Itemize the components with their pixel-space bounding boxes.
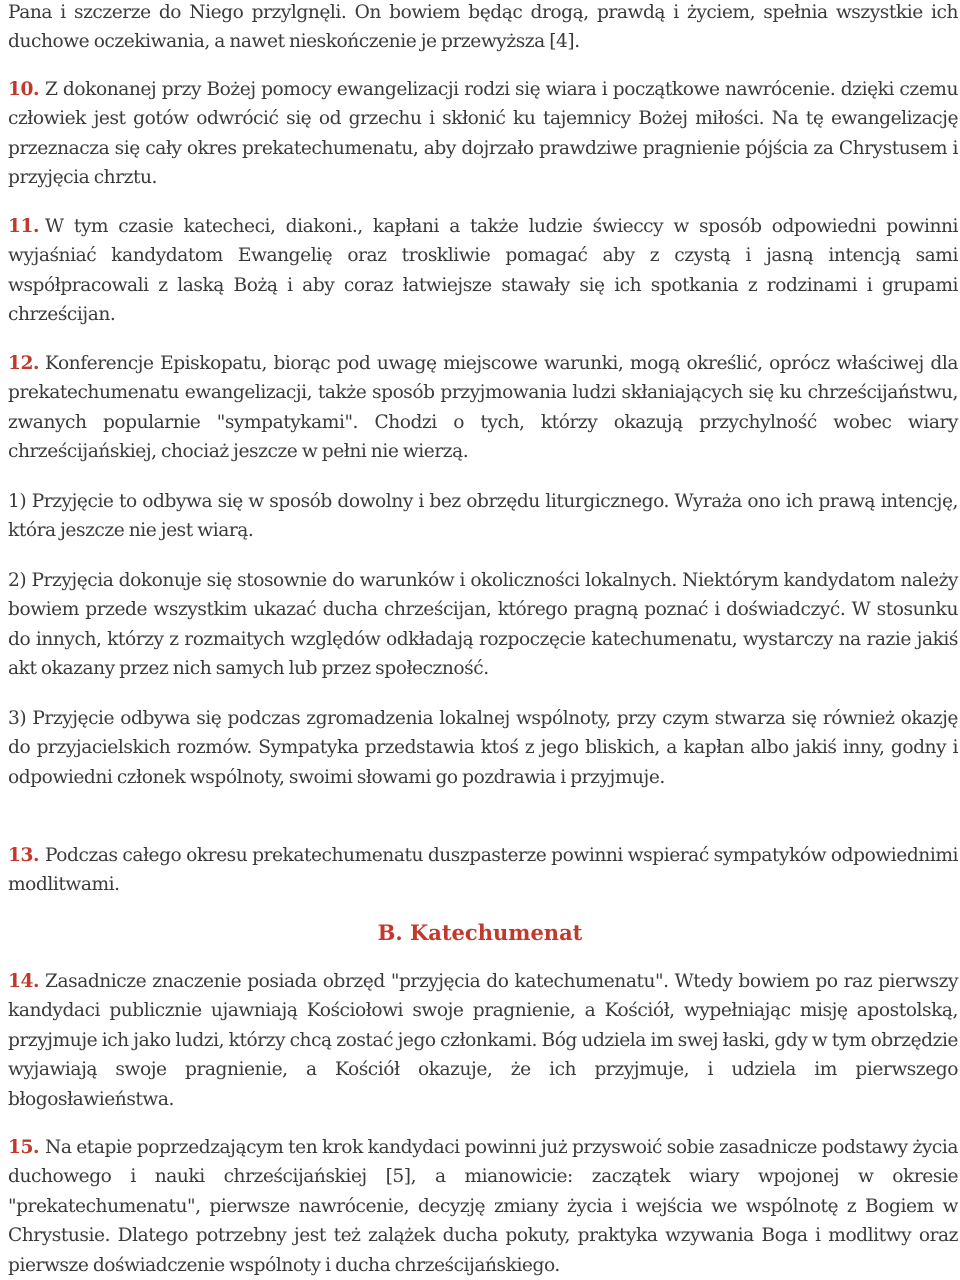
- paragraph-text: Podczas całego okresu prekatechumenatu duszpasterze powinni wspierać sympatyków odpowiednimi modlitwami.: [8, 845, 958, 896]
- paragraph-number: 15.: [8, 1137, 39, 1158]
- paragraph-number: 11.: [8, 216, 39, 237]
- paragraph-text: Pana i szczerze do Niego przylgnęli. On bowiem będąc drogą, prawdą i życiem, spełnia wszystkie ich duchowe oczekiwania, a nawet nieskończenie je przewyższa [4].: [8, 2, 958, 53]
- paragraph-12-item-1: [8, 487, 958, 546]
- paragraph-11: [8, 212, 958, 330]
- paragraph-number: 10.: [8, 79, 39, 100]
- paragraph-number: 14.: [8, 971, 39, 992]
- paragraph-text: 3) Przyjęcie odbywa się podczas zgromadzenia lokalnej wspólnoty, przy czym stwarza się również okazję do przyjacielskich rozmów. Sympatyka przedstawia ktoś z jego bliskich, a kapłan albo jakiś inny, godny i odpowiedni członek wspólnoty, swoimi słowami go pozdrawia i przyjmuje.: [8, 708, 958, 788]
- paragraph-text: Na etapie poprzedzającym ten krok kandydaci powinni już przyswoić sobie zasadnicze podstawy życia duchowego i nauki chrześcijańskiej [5], a mianowicie: zaczątek wiary wpojonej w okresie "prekatechumenatu", pierwsze nawrócenie, decyzję zmiany życia i wejścia we wspólnotę z Bogiem w Chrystusie. Dlatego potrzebny jest też zalążek ducha pokuty, praktyka wzywania Boga i modlitwy oraz pierwsze doświadczenie wspólnoty i ducha chrześcijańskiego.: [8, 1137, 958, 1276]
- paragraph-15: [8, 1133, 958, 1280]
- paragraph-text: W tym czasie katecheci, diakoni., kapłani a także ludzie świeccy w sposób odpowiedni powinni wyjaśniać kandydatom Ewangelię oraz troskliwie pomagać aby z czystą i jasną intencją sami współpracowali z laską Bożą i aby coraz łatwiejsze stawały się ich spotkania z rodzinami i grupami chrześcijan.: [8, 216, 958, 326]
- section-heading: B. Katechumenat: [377, 920, 583, 945]
- paragraph-12: [8, 349, 958, 467]
- paragraph-14: [8, 967, 958, 1114]
- paragraph-text: 2) Przyjęcia dokonuje się stosownie do warunków i okoliczności lokalnych. Niektórym kandydatom należy bowiem przede wszystkim ukazać ducha chrześcijan, którego pragną poznać i doświadczyć. W stosunku do innych, którzy z rozmaitych względów odkładają rozpoczęcie katechumenatu, wystarczy na razie jakiś akt okazany przez nich samych lub przez społeczność.: [8, 570, 958, 680]
- paragraph-text: Zasadnicze znaczenie posiada obrzęd "przyjęcia do katechumenatu". Wtedy bowiem po raz pierwszy kandydaci publicznie ujawniają Kościołowi swoje pragnienie, a Kościół, wypełniając misję apostolską, przyjmuje ich jako ludzi, którzy chcą zostać jego członkami. Bóg udziela im swej łaski, gdy w tym obrzędzie wyjawiają swoje pragnienie, a Kościół okazuje, że ich przyjmuje, i udziela im pierwszego błogosławieństwa.: [8, 971, 958, 1110]
- paragraph-text: Z dokonanej przy Bożej pomocy ewangelizacji rodzi się wiara i początkowe nawrócenie. dzięki czemu człowiek jest gotów odwrócić się od grzechu i skłonić ku tajemnicy Bożej miłości. Na tę ewangelizację przeznacza się cały okres prekatechumenatu, aby dojrzało prawdziwe pragnienie pójścia za Chrystusem i przyjęcia chrztu.: [8, 79, 958, 189]
- paragraph-continuation: [8, 0, 958, 57]
- paragraph-number: 13.: [8, 845, 39, 866]
- paragraph-12-item-3: [8, 704, 958, 792]
- paragraph-12-item-2: [8, 566, 958, 684]
- paragraph-text: 1) Przyjęcie to odbywa się w sposób dowolny i bez obrzędu liturgicznego. Wyraża ono ich prawą intencję, która jeszcze nie jest wiarą.: [8, 491, 958, 542]
- paragraph-10: [8, 75, 958, 193]
- paragraph-13: [8, 841, 958, 900]
- paragraph-number: 12.: [8, 353, 39, 374]
- paragraph-text: Konferencje Episkopatu, biorąc pod uwagę miejscowe warunki, mogą określić, oprócz właściwej dla prekatechumenatu ewangelizacji, także sposób przyjmowania ludzi skłaniających się ku chrześcijaństwu, zwanych popularnie "sympatykami". Chodzi o tych, którzy okazują przychylność wobec wiary chrześcijańskiej, chociaż jeszcze w pełni nie wierzą.: [8, 353, 958, 463]
